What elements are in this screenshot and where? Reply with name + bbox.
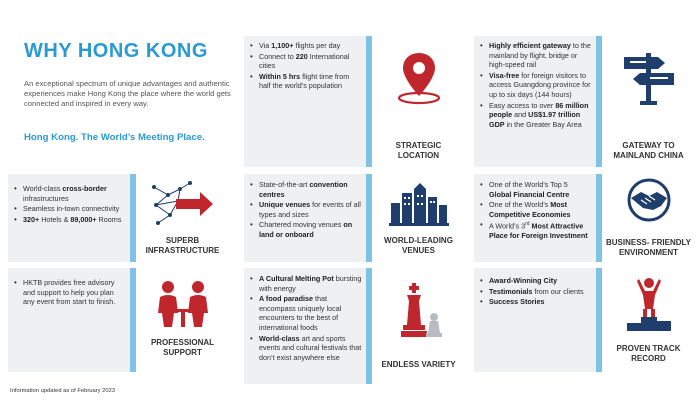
bullet-text: Connect to [259,51,296,61]
meeting-people-icon [150,277,216,333]
card-infrastructure [8,174,229,262]
bullet-text: World-class [259,333,300,343]
bullet-text: bursting with energy [259,274,362,293]
network-arrow-icon [150,179,216,227]
bullet-text: from our clients [532,286,584,296]
bullet-text: on land or onboard [259,220,353,239]
intro-text: An exceptional spectrum of unique advantages and authentic experiences make Hong Kong the place where the world gets connected and inspired in every way. [24,79,231,109]
bullet-text: Unique venues [259,200,311,210]
bullet-list [480,180,592,242]
card-strategic-location [244,36,465,167]
trophy-stairs-icon [619,275,679,333]
card-label: BUSINESS- FRIENDLY ENVIRONMENT [605,238,692,257]
card-label: ENDLESS VARIETY [381,360,456,369]
bullet-text: Easy access to over [489,100,556,110]
tagline: Hong Kong. The World’s Meeting Place. [24,131,205,143]
bullet-item [250,294,362,332]
bullet-list [250,274,362,363]
bullet-text: in the Greater Bay Area [504,119,582,129]
infrastructure-panel [130,174,229,262]
bullet-text: State-of-the-art [259,180,310,189]
bullet-item [250,200,362,219]
track-record-panel [596,268,695,372]
card-label: STRATEGIC LOCATION [395,141,442,160]
support-panel [130,268,229,372]
bullet-item [480,287,592,297]
card-label: PROFESSIONAL SUPPORT [150,338,215,357]
bullet-text: Via [259,41,272,50]
card-venues [244,174,465,262]
bullet-text: for foreign visitors to access Guangdong province for up to six days (144 hours) [489,70,591,99]
bullet-list [250,41,361,92]
bullet-item [250,274,362,293]
business-panel [596,174,695,262]
bullet-text: flights per day [293,41,341,50]
bullet-text: convention centres [259,180,348,199]
bullet-item [14,278,126,307]
bullet-text: that encompass uniquely local encounters to the best of international foods [259,294,342,332]
card-business [474,174,695,262]
bullet-item [14,184,126,203]
bullet-text: and [512,110,529,120]
bullet-item [480,71,591,100]
bullet-item [480,200,592,219]
bullet-text: art and sports events and cultural festivals that don’t exist anywhere else [259,333,362,362]
venues-panel [366,174,465,262]
card-track-record [474,268,695,372]
bullet-text: Seamless in-town connectivity [23,204,120,214]
bullet-item [250,334,362,363]
bullet-text: A World’s 3 [489,221,526,231]
bullet-text: 320+ [23,214,40,224]
bullet-text: flight time from half the world’s population [259,71,350,91]
bullet-text: US$1.97 trillion GDP [489,110,581,129]
bullet-text: Chartered moving venues [259,220,344,230]
card-label: PROVEN TRACK RECORD [616,344,681,363]
bullet-item [480,297,592,307]
bullet-item [250,72,361,91]
bullet-list [14,184,126,225]
bullet-text: One of the World’s [489,200,551,210]
bullet-text: Testimonials [489,286,533,296]
bullet-item [250,41,361,51]
bullet-text: Highly efficient gateway [489,41,571,50]
handshake-icon [621,178,677,222]
bullet-text: cross-border [62,184,107,193]
bullet-text: Global Financial Centre [489,189,570,199]
bullet-item [480,276,592,286]
bullet-text: Award-Winning City [489,276,558,285]
bullet-text: 220 [295,51,308,61]
bullet-item [480,101,591,130]
bullet-item [250,52,361,71]
skyline-icon [387,179,451,227]
bullet-text: 1,100+ [271,41,294,50]
bullet-text: for events of all types and sizes [259,200,361,219]
bullet-text: Success Stories [489,297,545,307]
bullet-item [480,41,591,70]
bullet-text: Hotels & [39,214,71,224]
bullet-text: infrastructures [23,193,69,203]
page-title: WHY HONG KONG [24,40,208,62]
bullet-text: Rooms [96,214,122,224]
bullet-text: Most Competitive Economies [489,200,571,219]
card-support [8,268,229,372]
bullet-text: Most Attractive Place for Foreign Investment [489,221,588,241]
variety-panel [366,268,465,384]
bullet-text: A Cultural Melting Pot [259,274,334,283]
bullet-list [480,276,592,308]
bullet-item [14,204,126,214]
signpost-icon [618,47,680,107]
bullet-item [14,215,126,225]
bullet-text: HKTB provides free advisory and support to help you plan any event from start to finish. [23,278,116,307]
bullet-list [480,41,591,130]
bullet-list [250,180,362,241]
footer-note: Information updated as of February 2023 [10,388,116,394]
bullet-text: Within 5 hrs [259,71,301,81]
card-gateway [474,36,695,167]
bullet-text: International cities [259,51,350,71]
bullet-text: 89,000+ [70,214,97,224]
card-label: SUPERB INFRASTRUCTURE [145,236,220,255]
bullet-text: 86 million people [489,100,589,120]
bullet-item [250,180,362,199]
bullet-text: Visa-free [489,70,520,80]
bullet-item [480,180,592,199]
intro-section [24,40,236,143]
strategic-location-panel [366,36,465,167]
bullet-item [480,220,592,241]
bullet-text: to the mainland by flight, bridge or high-speed rail [489,41,591,70]
card-variety [244,268,465,384]
card-label: WORLD-LEADING VENUES [384,236,453,255]
chess-pieces-icon [394,281,444,343]
bullet-text: rd [525,221,530,228]
bullet-list [14,278,126,308]
bullet-text: World-class [23,184,63,193]
card-label: GATEWAY TO MAINLAND CHINA [613,141,684,160]
bullet-item [250,220,362,239]
gateway-panel [596,36,695,167]
bullet-text: One of the World’s Top 5 [489,180,568,189]
bullet-text: A food paradise [259,294,314,304]
location-pin-icon [389,47,449,107]
